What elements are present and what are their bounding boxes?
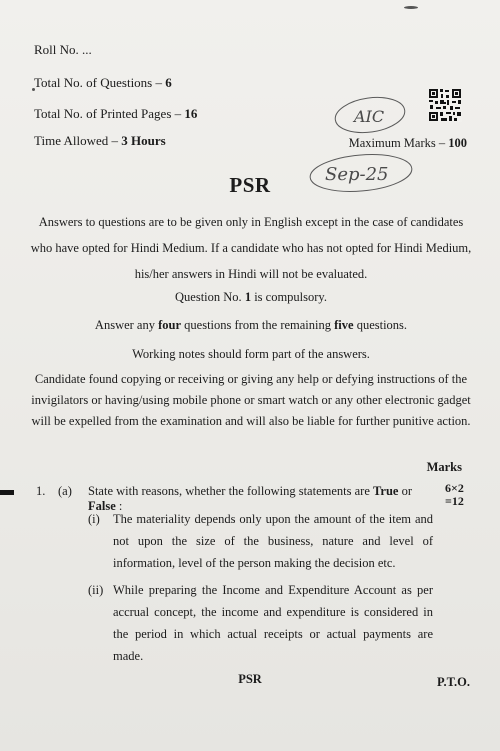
answer-any-instruction: Answer any four questions from the remaining five questions. — [94, 318, 408, 332]
paper-title: PSR — [229, 173, 271, 197]
footer-paper-code: PSR — [238, 672, 262, 686]
please-turn-over: P.T.O. — [437, 675, 470, 689]
malpractice-warning: Candidate found copying or receiving or giving any help or defying instructions of the invigilators or having/using mobile phone or smart watch or any other electronic gadget will be expelled from the examination and will also be liable for further punitive action. — [31, 372, 471, 428]
statement-text: The materiality depends only upon the amount of the item and not upon the size of the business, nature and level of information, level of the person making the decision etc. — [113, 512, 433, 570]
compulsory-instruction: Question No. 1 is compulsory. — [175, 290, 327, 304]
paper-speck — [404, 6, 418, 9]
handwritten-session: Sep-25 — [325, 164, 389, 185]
question-number: 1. — [36, 484, 46, 498]
total-printed-pages: Total No. of Printed Pages – 16 — [34, 106, 198, 121]
working-notes-instruction: Working notes should form part of the answers. — [132, 347, 370, 361]
marks-heading: Marks — [426, 460, 462, 474]
handwritten-code: AIC — [354, 107, 385, 126]
statement-item — [88, 508, 433, 574]
qr-code-icon — [428, 88, 462, 122]
question-marks: 6×2 =12 — [445, 481, 464, 508]
roll-number: Roll No. ... — [34, 42, 92, 57]
total-questions: Total No. of Questions – 6 — [34, 75, 172, 90]
statement-item — [88, 579, 433, 667]
question-stem: State with reasons, whether the following statements are True or False : — [88, 484, 413, 513]
language-instruction: Answers to questions are to be given only in English except in the case of candidates who have opted for Hindi Medium. If a candidate who has not opted for Hindi Medium, his/her answers in Hindi will not be evaluated. — [30, 215, 472, 281]
statement-label: (i) — [88, 512, 100, 526]
statement-label: (ii) — [88, 583, 104, 597]
time-allowed: Time Allowed – 3 Hours — [34, 133, 166, 148]
maximum-marks: Maximum Marks – 100 — [348, 136, 467, 150]
question-subpart: (a) — [58, 484, 72, 498]
margin-mark — [0, 490, 14, 495]
handwritten-stamp — [330, 92, 408, 136]
statement-text: While preparing the Income and Expenditure Account as per accrual concept, the income and expenditure is considered in the period in which actual receipts or actual payments are made. — [113, 583, 433, 663]
